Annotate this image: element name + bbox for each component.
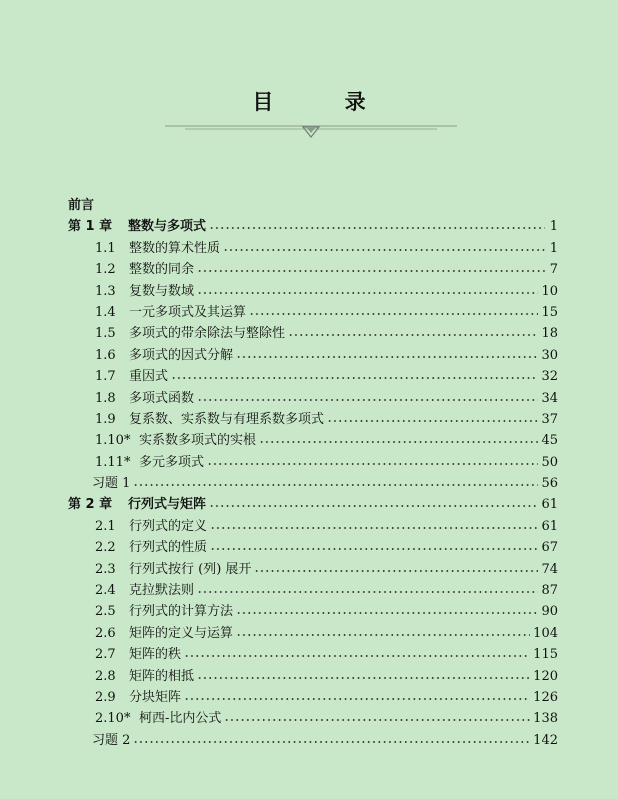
toc-section-2-8[interactable] [68,665,558,686]
toc-number: 1.1 [95,240,116,256]
toc-page-number: 67 [541,540,558,556]
dot-leader [197,581,538,594]
toc-section-1-6[interactable] [68,344,558,365]
toc-label: 一元多项式及其运算 [129,304,247,320]
toc-label: 行列式按行 (列) 展开 [129,561,252,577]
toc-number: 1.9 [95,411,116,427]
toc-label: 矩阵的秩 [129,647,182,663]
toc-page-number: 90 [541,604,558,620]
toc-section-2-7[interactable] [68,643,558,664]
toc-number: 第 2 章 [68,497,113,513]
toc-section-1-9[interactable] [68,408,558,429]
toc-number: 1.6 [95,347,116,363]
toc-section-2-2[interactable] [68,536,558,557]
dot-leader [207,453,538,466]
toc-page-number: 56 [541,476,558,492]
toc-number: 2.2 [95,540,116,556]
dot-leader [288,324,538,337]
toc-label: 多元多项式 [139,454,205,470]
dot-leader [249,303,538,316]
toc-page-number: 120 [533,668,558,684]
toc-label: 整数的同余 [129,262,195,278]
toc-page-number: 61 [541,518,558,534]
dot-leader [236,602,538,615]
toc-section-1-5[interactable] [68,322,558,343]
dot-leader [133,731,530,744]
toc-label: 多项式的带余除法与整除性 [129,326,286,342]
toc-section-1-7[interactable] [68,365,558,386]
toc-chapter-2[interactable] [68,493,558,514]
dot-leader [224,709,530,722]
toc-section-1-11[interactable] [68,451,558,472]
toc-label: 习题 1 [92,476,131,492]
toc-label: 行列式与矩阵 [128,497,207,513]
dot-leader [327,410,538,423]
toc-label: 矩阵的定义与运算 [129,625,234,641]
dot-leader [236,624,530,637]
toc-label: 多项式函数 [129,390,195,406]
toc-section-1-8[interactable] [68,387,558,408]
toc-page-number: 61 [541,497,558,513]
toc-label: 柯西-比内公式 [139,711,222,727]
dot-leader [259,431,538,444]
toc-page-number: 74 [541,561,558,577]
toc-page-number: 10 [541,283,558,299]
toc-label: 习题 2 [92,732,131,748]
toc-page-number: 30 [541,347,558,363]
dot-leader [223,239,545,252]
toc-number: 2.7 [95,647,116,663]
dot-leader [197,667,530,680]
toc-label: 矩阵的相抵 [129,668,195,684]
toc-exercise-2[interactable] [68,729,558,750]
toc-page-number: 1 [549,240,558,256]
toc-section-2-1[interactable] [68,515,558,536]
toc-page-number: 32 [541,369,558,385]
toc-chapter-1[interactable] [68,215,558,236]
toc-label: 整数的算术性质 [129,240,221,256]
toc-label: 复系数、实系数与有理系数多项式 [129,411,325,427]
dot-leader [184,645,530,658]
table-of-contents [68,194,558,750]
dot-leader [133,474,538,487]
toc-section-2-6[interactable] [68,622,558,643]
toc-number: 1.2 [95,262,116,278]
dot-leader [197,282,538,295]
toc-page-number: 50 [541,454,558,470]
toc-section-1-1[interactable] [68,237,558,258]
toc-section-2-10[interactable] [68,707,558,728]
toc-number: 2.3 [95,561,116,577]
toc-number: 1.4 [95,304,116,320]
toc-number: 2.5 [95,604,116,620]
toc-page-number: 15 [541,304,558,320]
toc-preface[interactable] [68,194,558,215]
toc-page-number: 45 [541,433,558,449]
toc-label: 实系数多项式的实根 [139,433,257,449]
toc-section-2-4[interactable] [68,579,558,600]
toc-section-1-4[interactable] [68,301,558,322]
toc-page-number: 37 [541,411,558,427]
toc-label: 行列式的性质 [129,540,208,556]
dot-leader [171,367,538,380]
page-title: 目 录 [252,89,398,114]
toc-section-1-3[interactable] [68,280,558,301]
toc-section-2-3[interactable] [68,558,558,579]
toc-label: 复数与数域 [129,283,195,299]
toc-number: 2.9 [95,689,116,705]
dot-leader [209,217,545,230]
toc-number: 2.6 [95,625,116,641]
toc-exercise-1[interactable] [68,472,558,493]
toc-label: 行列式的定义 [129,518,208,534]
title-ornament [165,121,457,141]
toc-label: 整数与多项式 [128,219,207,235]
toc-number: 第 1 章 [68,219,113,235]
toc-section-2-5[interactable] [68,600,558,621]
toc-label: 克拉默法则 [129,583,195,599]
dot-leader [197,389,538,402]
toc-number: 1.8 [95,390,116,406]
toc-number: 1.5 [95,326,116,342]
dot-leader [209,495,538,508]
toc-page-number: 115 [533,647,558,663]
toc-label: 重因式 [129,369,169,385]
toc-number: 1.11* [95,454,131,470]
toc-number: 1.10* [95,433,131,449]
toc-number: 1.3 [95,283,116,299]
toc-page-number: 138 [533,711,558,727]
toc-number: 1.7 [95,369,116,385]
dot-leader [184,688,530,701]
dot-leader [197,260,545,273]
toc-number: 2.1 [95,518,116,534]
toc-number: 2.4 [95,583,116,599]
toc-page-number: 142 [533,732,558,748]
toc-label: 前言 [68,198,95,213]
toc-page-number: 126 [533,689,558,705]
dot-leader [254,560,538,573]
toc-page-number: 7 [549,262,558,278]
dot-leader [210,538,538,551]
toc-page-number: 34 [541,390,558,406]
dot-leader [236,346,538,359]
toc-page-number: 87 [541,583,558,599]
toc-number: 2.10* [95,711,131,727]
toc-page-number: 18 [541,326,558,342]
toc-number: 2.8 [95,668,116,684]
toc-page-number: 1 [549,219,558,235]
toc-section-1-2[interactable] [68,258,558,279]
toc-section-1-10[interactable] [68,429,558,450]
toc-label: 分块矩阵 [129,689,182,705]
dot-leader [210,517,538,530]
toc-label: 行列式的计算方法 [129,604,234,620]
toc-page-number: 104 [533,625,558,641]
toc-section-2-9[interactable] [68,686,558,707]
toc-label: 多项式的因式分解 [129,347,234,363]
